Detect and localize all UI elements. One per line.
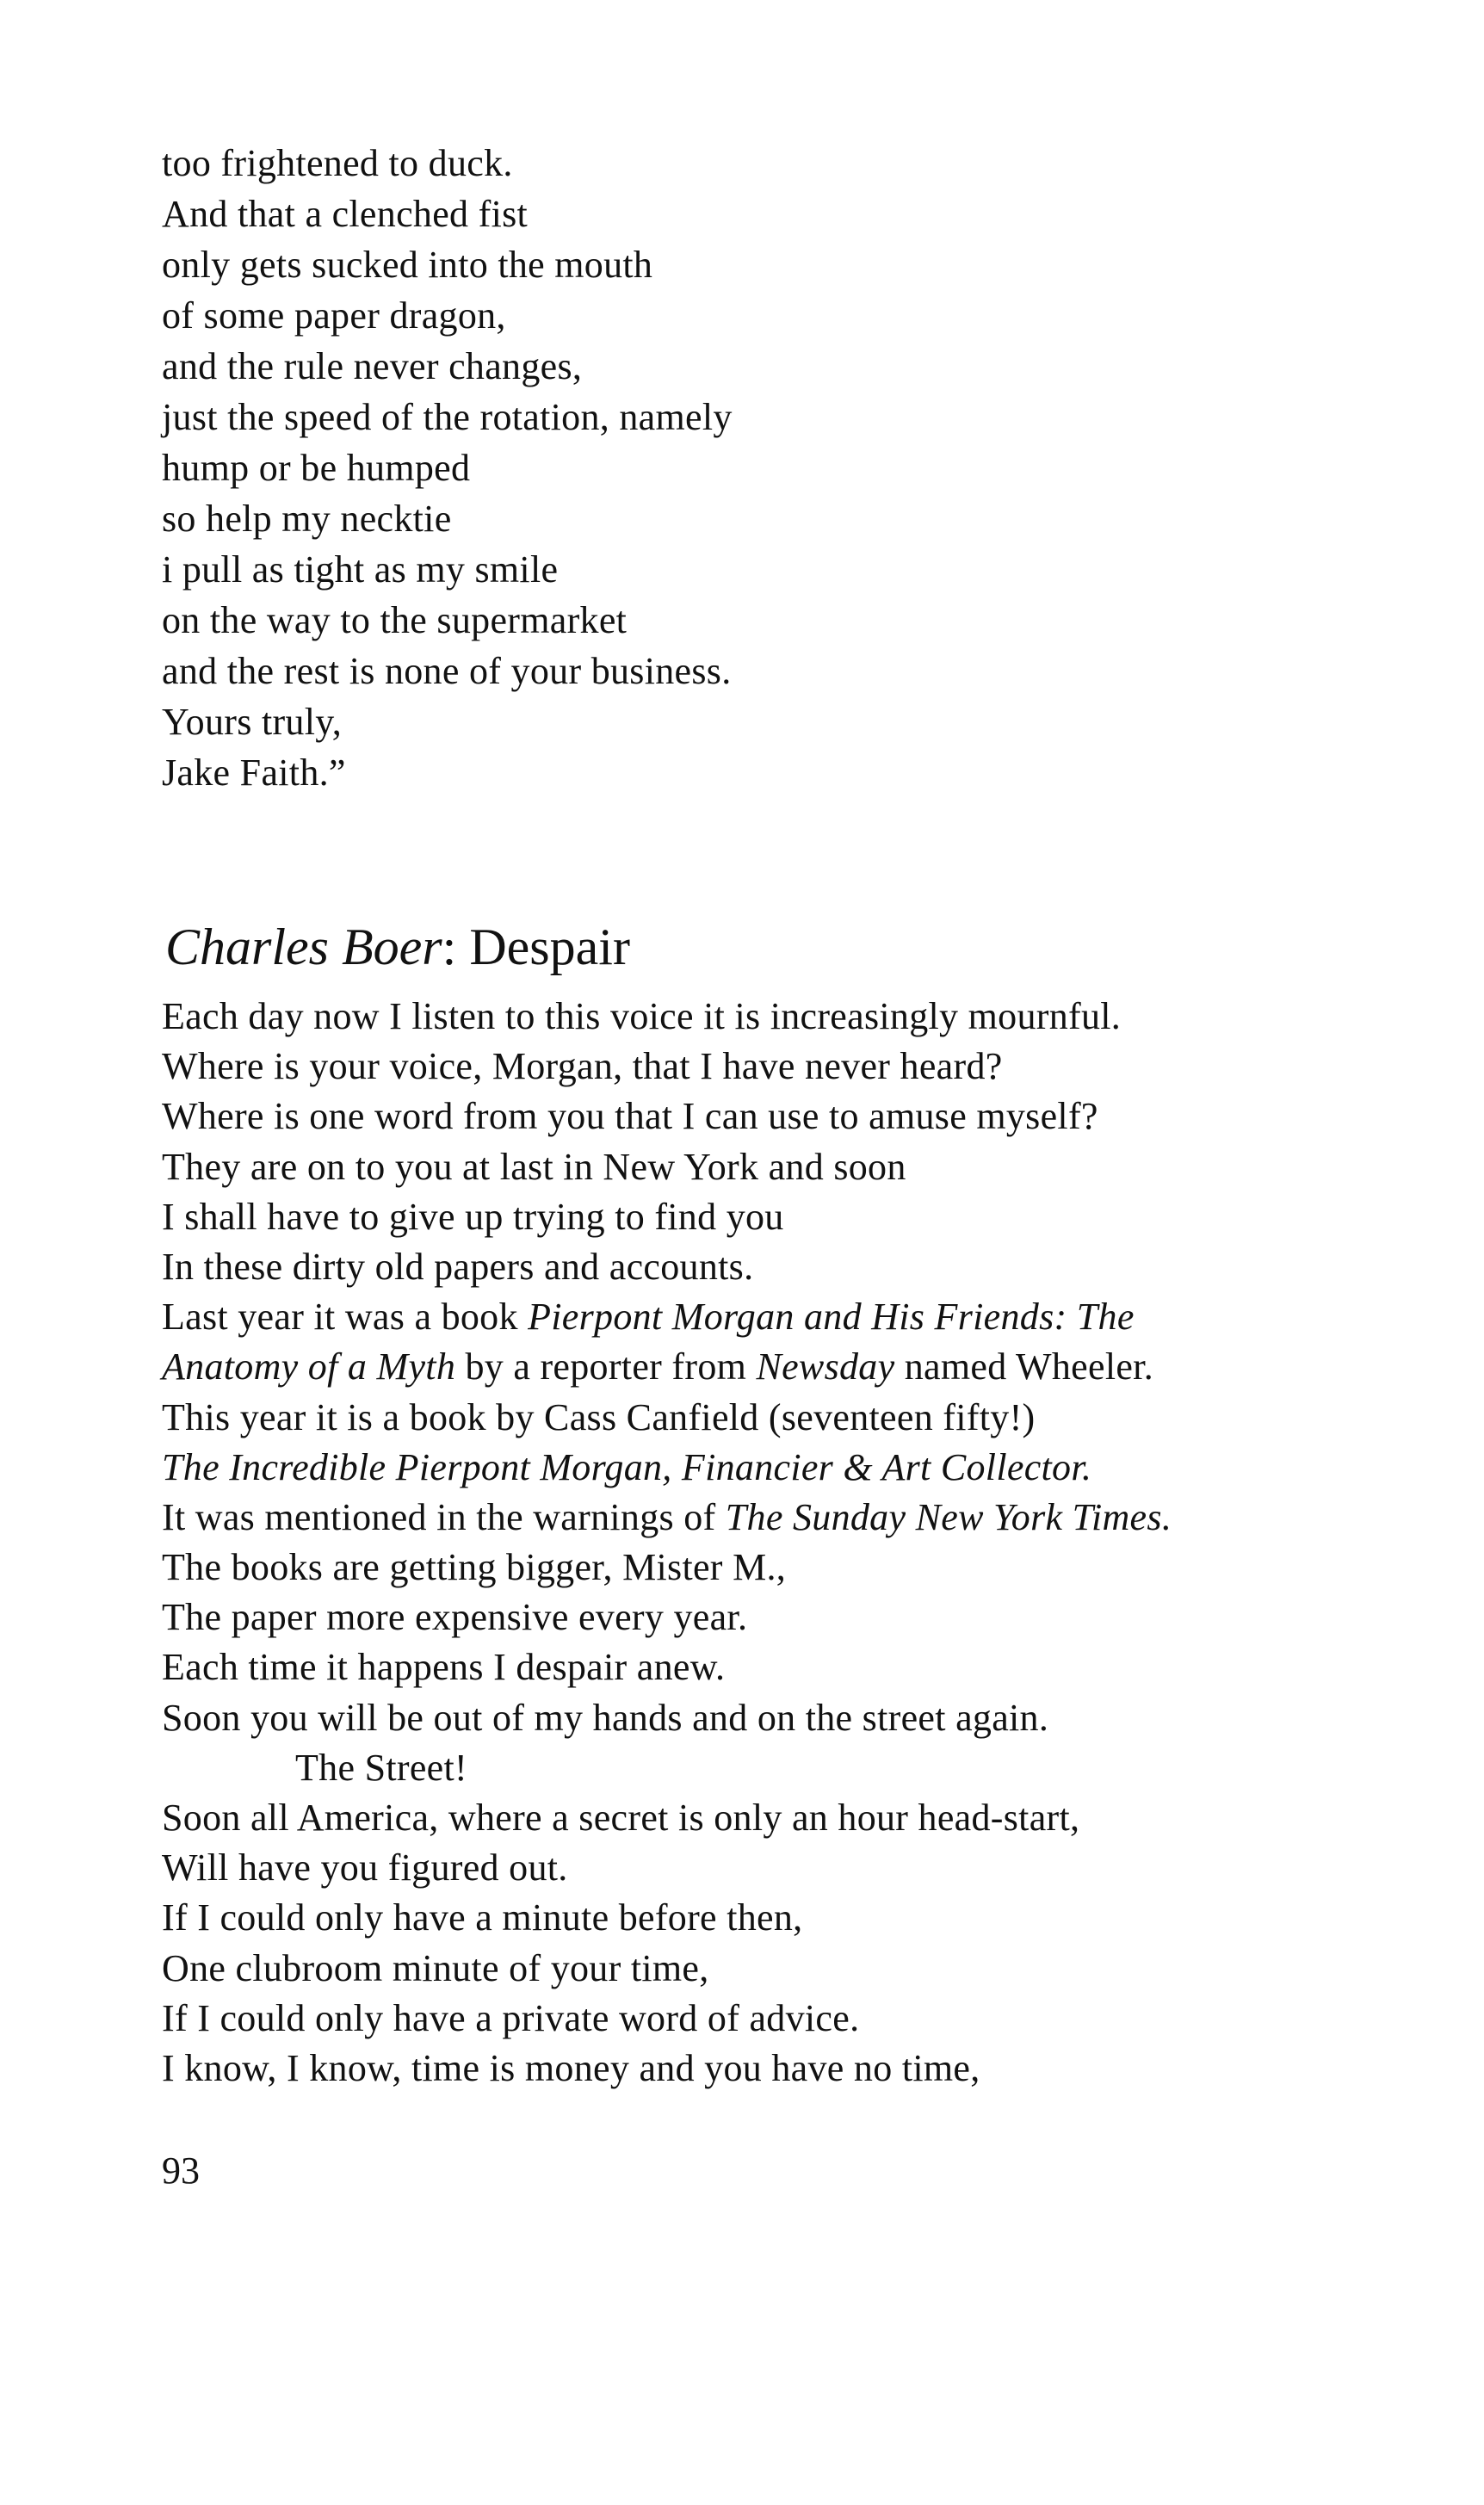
poem-line: This year it is a book by Cass Canfield (seventeen fifty!) [162, 1395, 1036, 1438]
poem-line [162, 1342, 1419, 1392]
poem-line: The books are getting bigger, Mister M., [162, 1546, 787, 1589]
heading-separator: : [442, 918, 470, 975]
poem-line: too frightened to duck. [162, 142, 513, 184]
poem-line: In these dirty old papers and accounts. [162, 1245, 754, 1288]
poem-continuation [162, 138, 1419, 798]
poem-line: only gets sucked into the mouth [162, 244, 653, 286]
poem-line: Each time it happens I despair anew. [162, 1646, 726, 1689]
poem-line: If I could only have a minute before then, [162, 1896, 803, 1939]
book-title: Anatomy of a Myth [162, 1345, 456, 1389]
book-title: The Incredible Pierpont Morgan, Financier & Art Collector. [162, 1445, 1092, 1488]
poem-line: And that a clenched fist [162, 193, 529, 235]
poem-line: and the rule never changes, [162, 345, 583, 387]
line-text: It was mentioned in the warnings of [162, 1495, 726, 1538]
poem-line: so help my necktie [162, 498, 452, 540]
poem-line-indented: The Street! [295, 1746, 467, 1789]
poem-line: and the rest is none of your business. [162, 650, 732, 692]
poem-line: One clubroom minute of your time, [162, 1946, 709, 1989]
poem-line: If I could only have a private word of advice. [162, 1996, 860, 2039]
poem-line: I shall have to give up trying to find you [162, 1195, 784, 1238]
poem-line: I know, I know, time is money and you have no time, [162, 2046, 980, 2089]
poem-line: i pull as tight as my smile [162, 548, 559, 591]
newspaper-title: The Sunday New York Times. [725, 1495, 1172, 1538]
poem-line [162, 1493, 1419, 1543]
poem-title: Despair [469, 918, 630, 975]
page-number: 93 [162, 2149, 200, 2192]
poem-line [162, 1292, 1419, 1342]
poem-line [162, 1443, 1419, 1493]
poem-line: Jake Faith.” [162, 752, 346, 794]
poem-line: They are on to you at last in New York and soon [162, 1145, 906, 1188]
poem-line: hump or be humped [162, 447, 471, 489]
poem-line: Soon all America, where a secret is only an hour head-start, [162, 1797, 1080, 1839]
line-text: named Wheeler. [894, 1345, 1153, 1389]
poem-line: Where is your voice, Morgan, that I have never heard? [162, 1045, 1003, 1088]
book-title: Pierpont Morgan and His Friends: The [528, 1296, 1135, 1339]
poem-line: of some paper dragon, [162, 294, 506, 337]
poem-line: Each day now I listen to this voice it is increasingly mournful. [162, 995, 1122, 1037]
line-text: Last year it was a book [162, 1296, 529, 1339]
poem-line: Where is one word from you that I can use to amuse myself? [162, 1095, 1098, 1138]
newspaper-title: Newsday [756, 1345, 895, 1389]
poem-line: Yours truly, [162, 701, 342, 743]
poem-line: on the way to the supermarket [162, 599, 628, 641]
poem-line: Will have you figured out. [162, 1846, 568, 1890]
poem-line: Soon you will be out of my hands and on the street again. [162, 1696, 1049, 1739]
poem-line: The paper more expensive every year. [162, 1596, 748, 1639]
poem-author: Charles Boer [165, 918, 442, 975]
poem-body [162, 992, 1419, 2094]
poem-line: just the speed of the rotation, namely [162, 396, 733, 438]
line-text: by a reporter from [455, 1345, 757, 1389]
poem-heading [165, 912, 630, 981]
